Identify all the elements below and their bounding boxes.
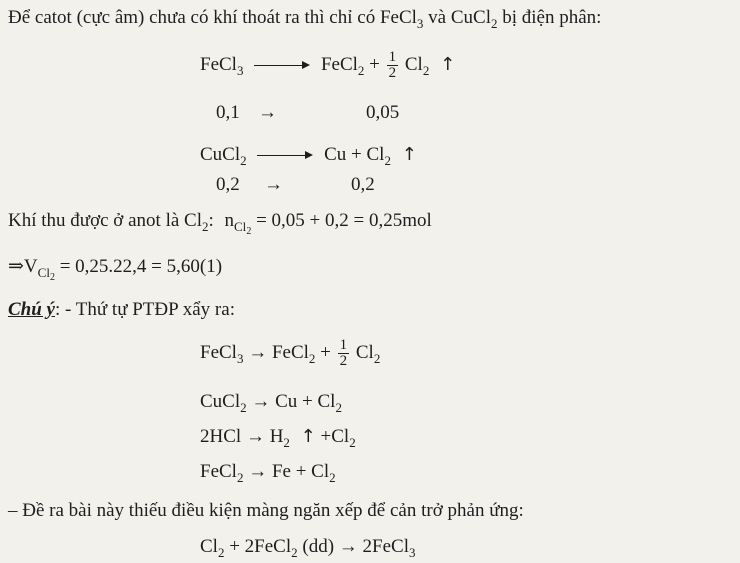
volume-line: $\Rightarrow V_{Cl_2} = 0,25.22,4 = 5,60(1)$ bbox=[8, 256, 223, 283]
gas-up-arrow-icon: ↑ bbox=[300, 426, 316, 447]
anot-line: Khí thu được ở anot là $Cl_2$: $n_{Cl_2} = 0,05 + 0,2 = 0,25mol$ bbox=[8, 210, 432, 237]
order-reaction-2: CuCl$_2$ → $Cu + Cl_2$ bbox=[200, 391, 342, 415]
gas-up-arrow-icon: ↑ bbox=[440, 53, 456, 75]
intro-line bbox=[8, 6, 601, 30]
order-reaction-1: FeCl$_3$ → FeCl$_2$ + $\frac{1}{2}$ $Cl_2$ bbox=[200, 337, 381, 369]
long-arrow-icon bbox=[257, 151, 313, 161]
reaction-1: FeCl$_3$ FeCl$_2$ + $\frac{1}{2}$ $Cl_2$ ↑ bbox=[200, 49, 456, 81]
reaction-1-mol: 0,1 bbox=[216, 102, 240, 123]
formula-fecl3: FeCl$_3$ bbox=[379, 7, 424, 31]
reaction-1-mol-right: 0,05 bbox=[366, 102, 400, 123]
intro-tail: bị điện phân: bbox=[502, 7, 602, 28]
formula-cucl2: CuCl$_2$ bbox=[450, 7, 498, 31]
fraction-half: $\frac{1}{2}$ bbox=[339, 337, 348, 369]
order-reaction-4: FeCl$_2$ → $Fe + Cl_2$ bbox=[200, 461, 336, 485]
reaction-2-mol-left: 0,2 bbox=[216, 174, 240, 195]
reaction-1-mol-arrow: → bbox=[258, 102, 277, 123]
note-line: Chú ý: - Thứ tự PTĐP xẩy ra: bbox=[8, 299, 235, 320]
conclusion-text: – Đề ra bài này thiếu điều kiện màng ngăn xếp để cản trở phản ứng: bbox=[8, 500, 524, 521]
conclusion-equation: $Cl_2$ + 2FeCl$_2$ (dd) → 2FeCl$_3$ bbox=[200, 536, 416, 560]
order-reaction-3: $2HCl \to H_2$ ↑ $+Cl_2$ bbox=[200, 426, 356, 450]
gas-up-arrow-icon: ↑ bbox=[401, 144, 417, 165]
fraction-half: $\frac{1}{2}$ bbox=[388, 49, 397, 81]
reaction-2-mol-arrow: → bbox=[264, 174, 283, 195]
long-arrow-icon bbox=[254, 61, 310, 71]
and-word: và bbox=[428, 7, 447, 28]
reaction-2: CuCl$_2$ $Cu + Cl_2$ ↑ bbox=[200, 144, 417, 168]
reaction-2-mol-right: 0,2 bbox=[351, 174, 375, 195]
note-label: Chú ý bbox=[8, 299, 55, 320]
intro-text: Để catot (cực âm) chưa có khí thoát ra thì chỉ có bbox=[8, 7, 376, 28]
